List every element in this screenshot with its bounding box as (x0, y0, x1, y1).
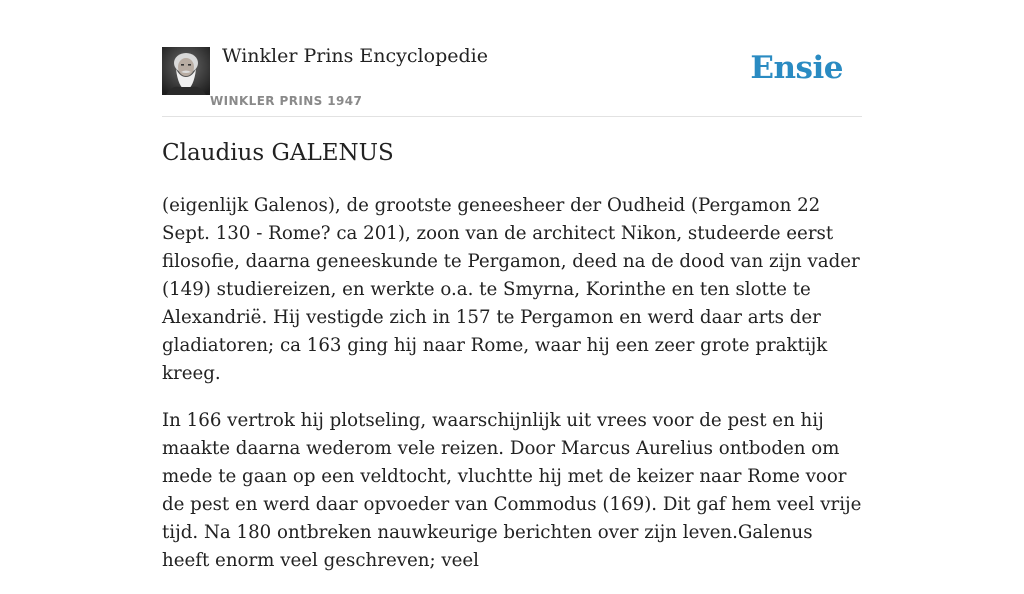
source-header (162, 0, 862, 117)
bearded-man-portrait-icon[interactable] (162, 47, 210, 95)
ensie-logo[interactable]: Ensie (750, 50, 843, 86)
article-paragraph: In 166 vertrok hij plotseling, waarschijnlijk uit vrees voor de pest en hij maakte daarna wederom vele reizen. Door Marcus Aurelius ontboden om mede te gaan op een veldtocht, vluchtte hij met de keizer naar Rome voor de pest en werd daar opvoeder van Commodus (169). Dit gaf hem veel vrije tijd. Na 180 ontbreken nauwkeurige berichten over zijn leven.Galenus heeft enorm veel geschreven; veel (162, 410, 862, 571)
source-subtitle[interactable]: WINKLER PRINS 1947 (210, 94, 363, 108)
article-paragraph: (eigenlijk Galenos), de grootste geneesheer der Oudheid (Pergamon 22 Sept. 130 - Rome? ca 201), zoon van de architect Nikon, studeerde eerst filosofie, daarna geneeskunde te Pergamon, deed na de dood van zijn vader (149) studiereizen, en werkte o.a. te Smyrna, Korinthe en ten slotte te Alexandrië. Hij vestigde zich in 157 te Pergamon en werd daar arts der gladiatoren; ca 163 ging hij naar Rome, waar hij een zeer grote praktijk kreeg. (162, 195, 860, 384)
source-title[interactable]: Winkler Prins Encyclopedie (222, 45, 488, 67)
article-container (162, 0, 862, 571)
article-body (162, 192, 862, 594)
article-title: Claudius GALENUS (162, 140, 394, 166)
